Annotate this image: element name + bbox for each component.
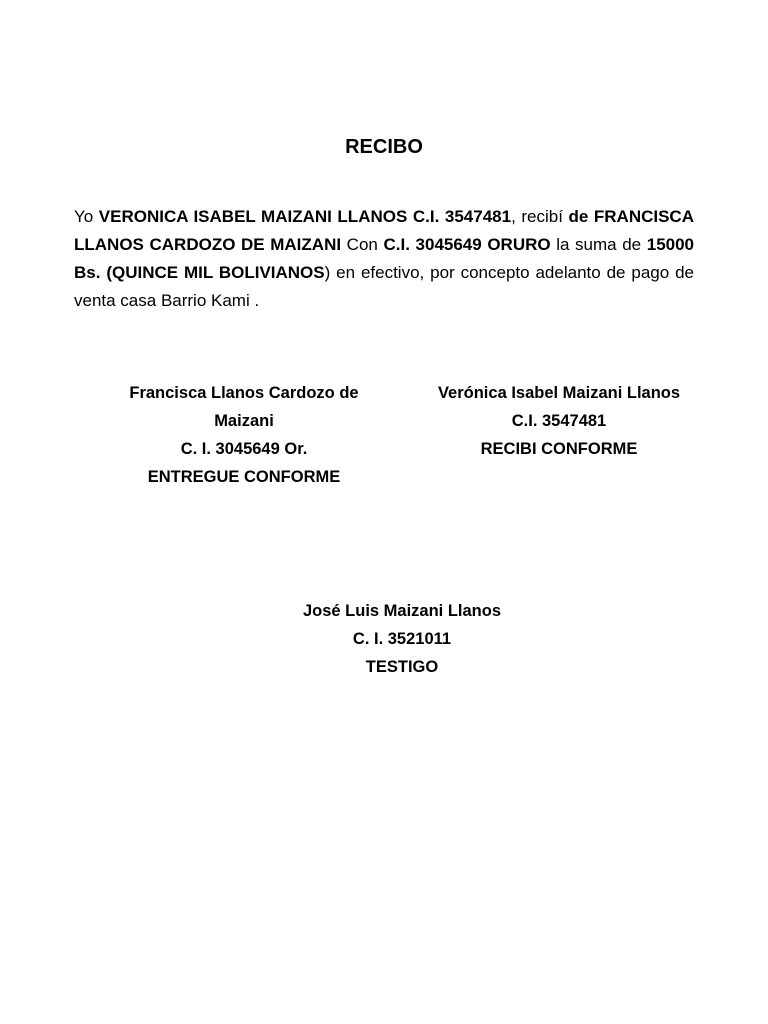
payer-signature-id: C. I. 3045649 Or. [180, 440, 308, 458]
document-title: RECIBO [345, 136, 423, 158]
receiver-name-id: VERONICA ISABEL MAIZANI LLANOS C.I. 3547481 [98, 207, 512, 226]
paragraph-text: Con [341, 235, 384, 254]
payer-signature-block [104, 379, 384, 491]
payer-id: C.I. 3045649 ORURO [383, 235, 551, 254]
paragraph-text: ) en efectivo, por concepto adelanto de pago de venta casa Barrio Kami . [74, 263, 694, 310]
paragraph-text: la suma de [550, 235, 647, 254]
witness-signature-block [0, 597, 768, 681]
receiver-signature-id: C.I. 3547481 [511, 412, 607, 430]
paragraph-text: , recibí [511, 207, 569, 226]
payer-signature-name-line1: Francisca Llanos Cardozo de [129, 384, 359, 402]
witness-signature-role: TESTIGO [365, 658, 439, 676]
amount: 15000 Bs. (QUINCE MIL BOLIVIANOS [74, 235, 695, 282]
witness-signature-id: C. I. 3521011 [352, 630, 452, 648]
payer-signature-role: ENTREGUE CONFORME [147, 468, 341, 486]
receiver-signature-role: RECIBI CONFORME [480, 440, 638, 458]
paragraph-text: Yo [74, 207, 99, 226]
receiver-signature-block [414, 379, 704, 463]
payer-name: de FRANCISCA LLANOS CARDOZO DE MAIZANI [74, 207, 694, 254]
witness-signature-name: José Luis Maizani Llanos [302, 602, 502, 620]
receiver-signature-name: Verónica Isabel Maizani Llanos [437, 384, 681, 402]
receipt-paragraph [74, 203, 694, 315]
payer-signature-name-line2: Maizani [214, 412, 274, 430]
